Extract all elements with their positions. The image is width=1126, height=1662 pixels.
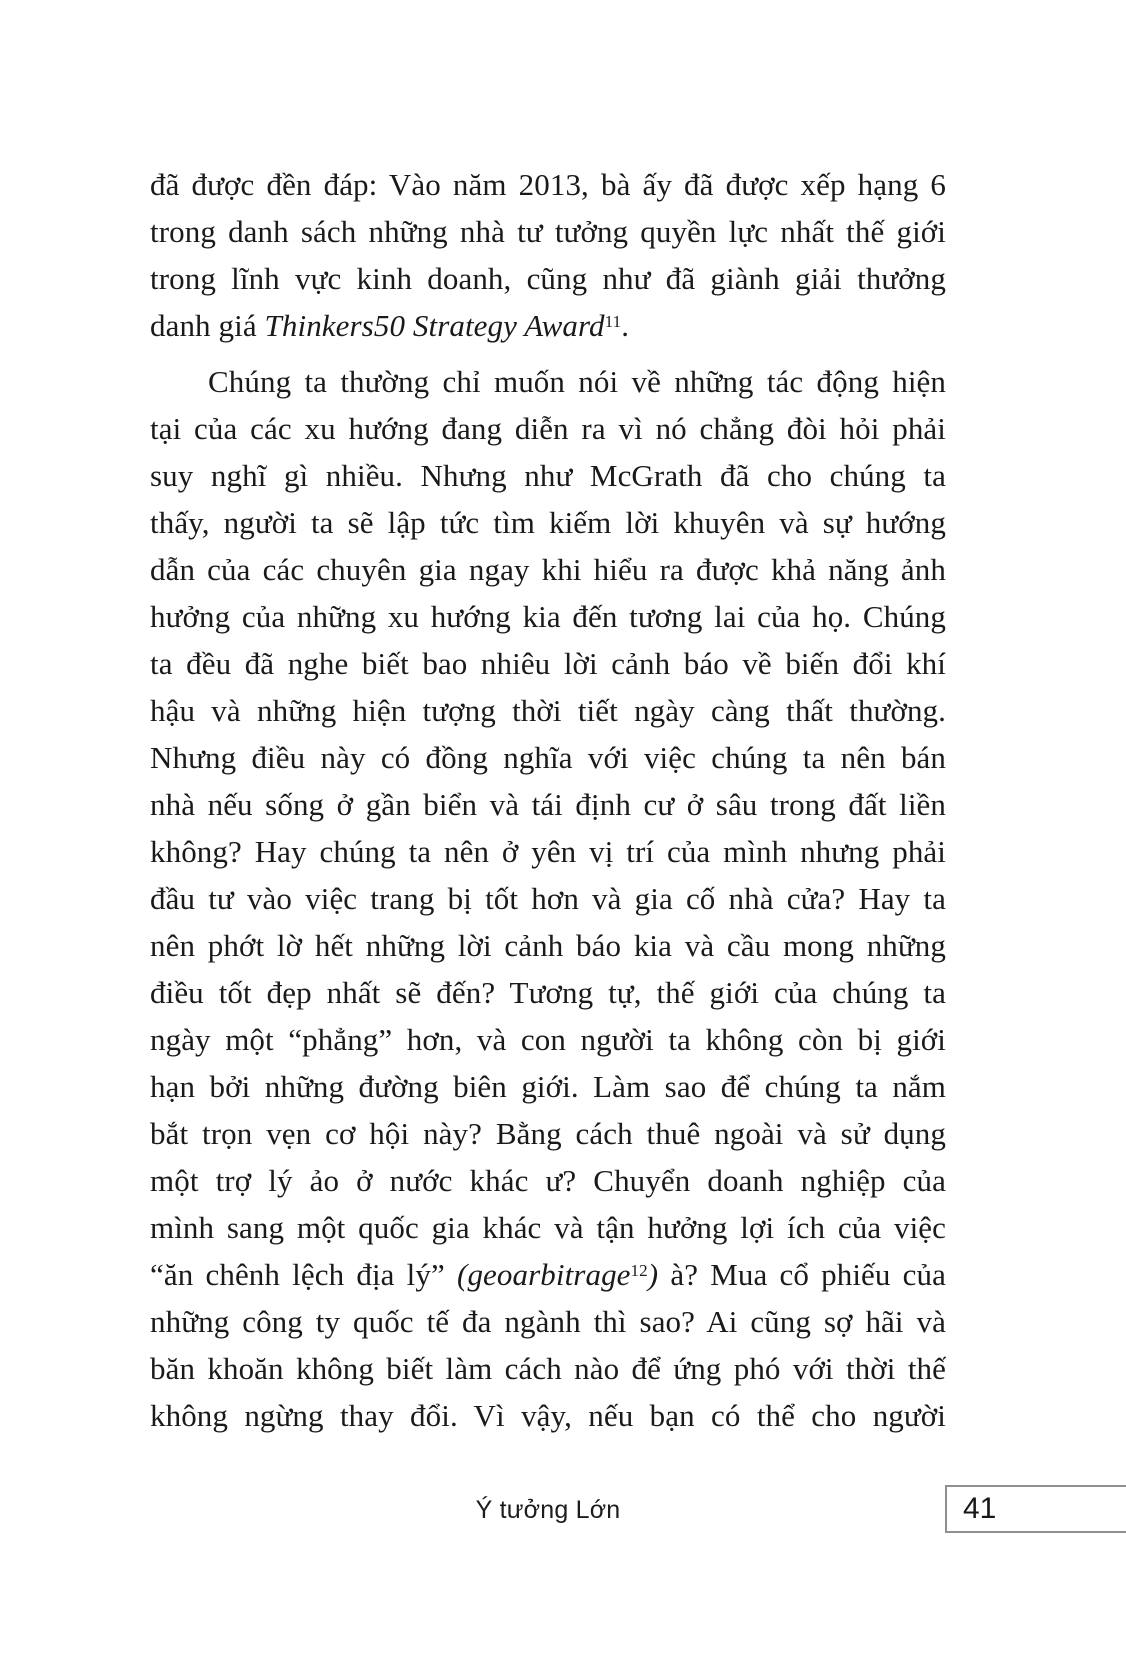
text-line: hậu và những hiện tượng thời tiết ngày càng thất thường. <box>150 693 946 728</box>
text-run: “ăn chênh lệch địa lý” <box>150 1257 458 1292</box>
footnote-ref-11: 11 <box>604 311 622 331</box>
text-run: à? Mua cổ phiếu của <box>658 1257 946 1292</box>
text-line: Nhưng điều này có đồng nghĩa với việc chúng ta nên bán <box>150 740 946 775</box>
italic-term-geoarbitrage: (geoarbitrage <box>457 1257 631 1292</box>
text-line: nên phớt lờ hết những lời cảnh báo kia và cầu mong những <box>150 928 946 963</box>
paragraph-2 <box>150 358 946 1439</box>
text-line <box>150 1251 946 1298</box>
running-title: Ý tưởng Lớn <box>475 1496 621 1524</box>
text-line <box>150 302 946 349</box>
text-line: đã được đền đáp: Vào năm 2013, bà ấy đã được xếp hạng 6 <box>150 167 946 202</box>
body-text <box>150 161 946 1439</box>
text-line: không? Hay chúng ta nên ở yên vị trí của mình nhưng phải <box>150 834 946 869</box>
text-line: hạn bởi những đường biên giới. Làm sao để chúng ta nắm <box>150 1069 946 1104</box>
paragraph-1 <box>150 161 946 349</box>
text-line: ta đều đã nghe biết bao nhiêu lời cảnh báo về biến đổi khí <box>150 646 946 681</box>
text-line: trong lĩnh vực kinh doanh, cũng như đã giành giải thưởng <box>150 261 946 296</box>
page-number-box <box>945 1485 1126 1533</box>
text-line: suy nghĩ gì nhiều. Nhưng như McGrath đã cho chúng ta <box>150 458 946 493</box>
text-line: Chúng ta thường chỉ muốn nói về những tác động hiện <box>208 364 946 399</box>
text-line: bắt trọn vẹn cơ hội này? Bằng cách thuê ngoài và sử dụng <box>150 1116 946 1151</box>
text-line: trong danh sách những nhà tư tưởng quyền lực nhất thế giới <box>150 214 946 249</box>
text-line: băn khoăn không biết làm cách nào để ứng phó với thời thế <box>150 1351 946 1386</box>
text-line: không ngừng thay đổi. Vì vậy, nếu bạn có thể cho người <box>150 1398 946 1433</box>
text-line: một trợ lý ảo ở nước khác ư? Chuyển doanh nghiệp của <box>150 1163 946 1198</box>
text-line: điều tốt đẹp nhất sẽ đến? Tương tự, thế giới của chúng ta <box>150 975 946 1010</box>
italic-term-close-paren: ) <box>647 1257 659 1292</box>
text-line: ngày một “phẳng” hơn, và con người ta không còn bị giới <box>150 1022 946 1057</box>
text-line: hưởng của những xu hướng kia đến tương lai của họ. Chúng <box>150 599 946 634</box>
page-number: 41 <box>963 1492 997 1525</box>
text-line: dẫn của các chuyên gia ngay khi hiểu ra được khả năng ảnh <box>150 552 946 587</box>
text-run: . <box>621 308 630 343</box>
text-line: nhà nếu sống ở gần biển và tái định cư ở sâu trong đất liền <box>150 787 946 822</box>
text-line: những công ty quốc tế đa ngành thì sao? Ai cũng sợ hãi và <box>150 1304 946 1339</box>
text-line: mình sang một quốc gia khác và tận hưởng lợi ích của việc <box>150 1210 946 1245</box>
footnote-ref-12: 12 <box>630 1260 648 1280</box>
text-line: tại của các xu hướng đang diễn ra vì nó chẳng đòi hỏi phải <box>150 411 946 446</box>
italic-book-title: Thinkers50 Strategy Award <box>264 308 605 343</box>
text-line: thấy, người ta sẽ lập tức tìm kiếm lời khuyên và sự hướng <box>150 505 946 540</box>
text-run: danh giá <box>150 308 265 343</box>
text-line: đầu tư vào việc trang bị tốt hơn và gia cố nhà cửa? Hay ta <box>150 881 946 916</box>
